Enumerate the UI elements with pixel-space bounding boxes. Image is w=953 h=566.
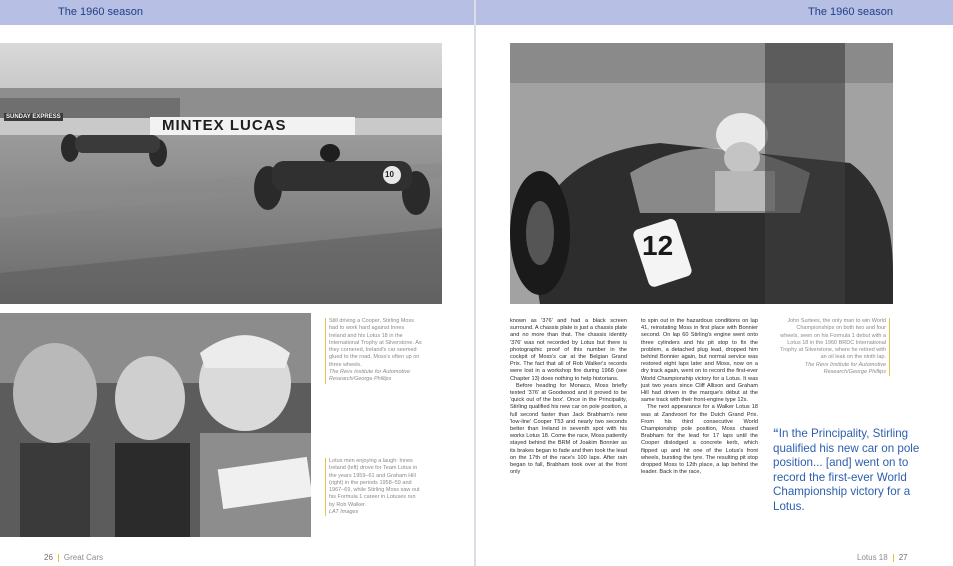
right-header-title: The 1960 season [807, 6, 893, 18]
car-number-10: 10 [385, 170, 394, 179]
left-page-number: 26 [44, 553, 53, 562]
lotus-drivers-photo [0, 313, 311, 537]
left-folio [44, 553, 103, 562]
caption-surtees-credit: The Revs Institute for Automotive Research/George Phillips [804, 361, 886, 376]
body-col2-para-2: The next appearance for a Walker Lotus 18 was at Zandvoort for the Dutch Grand Prix. From his third consecutive World Championship pole position, Moss chased Brabham for the lead for 17 laps until the Cooper dislodged a concrete kerb, which flipped up and hit one of the Lotus's front wheels, bursting the tyre. The resulting pit stop dropped Moss to 12th place, a lap behind the leader. Back in the race, [641, 404, 758, 476]
body-col1-para-2: Before heading for Monaco, Moss briefly tested '376' at Goodwood and it proved to be 'quick out of the box'. Once in the Principality, Stirling qualified his new car on pole position, a full second faster than Jack Brabham's new 'low-line' Cooper T53 and nearly two seconds better than Ireland in seventh spot with his works Lotus 18. Come the race, Moss patiently stayed behind the BRM of Joakim Bonnier as its brakes began to fade and then took the lead on the 17th of the race's 100 laps. After rain began to fall, Brabham took over at the front only [510, 382, 627, 476]
body-col1-para-1: known as '376' and had a black screen surround. A chassis plate is just a chassis plate and no more than that. The chassis identity '376' was not recorded by Lotus but there is photographic proof of this number in the cockpit of Moss's car at the Belgian Grand Prix. The fact that all of Rob Walker's records were lost in a workshop fire during 1968 (see Chapter 13) does nothing to help historians. [510, 318, 627, 382]
silverstone-race-photo [0, 43, 442, 304]
left-running-header [0, 0, 474, 25]
left-folio-rule [58, 554, 59, 562]
pull-quote-text: In the Principality, Stirling qualified his new car on pole position... [and] went on to record the first-ever World Championship victory for a Lotus. [773, 427, 920, 513]
car-number-12: 12 [642, 230, 674, 261]
body-col2-para-1: to spin out in the hazardous conditions on lap 41, reinstating Moss in first place with Bonnier second. On lap 60 Stirling's engine went onto three cylinders and his pit stop to fix the problem, a detached plug lead, dropped him behind Bonnier again, but normal service was restored eight laps later and Moss, now on a dry track again, went on to record the first-ever World Championship victory for a Lotus. It was just two years since Cliff Allison and Graham Hill had driven in the marque's début at the same track with their front-engine type 12s. [641, 318, 758, 404]
left-book-title: Great Cars [63, 553, 104, 562]
page-gutter [474, 0, 476, 566]
caption-lotus-men-text: Lotus men enjoying a laugh: Innes Ireland (left) drove for Team Lotus in the years 1959–61 and Graham Hill (right) in the periods 1958–59 and 1967–69, while Stirling Moss saw out his Formula 1 career in Lotuses run by Rob Walker. [329, 458, 420, 508]
surtees-cockpit-photo [510, 43, 893, 304]
caption-silverstone-credit: The Revs Institute for Automotive Research/George Phillips [329, 369, 411, 383]
right-running-header [476, 0, 953, 25]
caption-silverstone-text: Still driving a Cooper, Stirling Moss had to work hard against Innes Ireland and his Lotus 18 in the International Trophy at Silverstone. As they cornered, Ireland's car seemed glued to the road, Moss's often up on three wheels. [329, 318, 422, 368]
right-book-title: Lotus 18 [857, 553, 888, 562]
caption-silverstone [325, 318, 422, 384]
body-column-1 [510, 318, 627, 476]
caption-lotus-men-credit: LAT Images [329, 509, 359, 516]
pull-quote-open-mark: “ [773, 427, 779, 440]
left-header-title: The 1960 season [58, 6, 144, 18]
right-page-number: 27 [898, 553, 908, 562]
body-column-2 [641, 318, 758, 476]
caption-surtees [780, 318, 890, 376]
right-folio [857, 553, 908, 562]
caption-lotus-men [325, 458, 422, 516]
pull-quote [773, 427, 923, 514]
track-sign-text: SUNDAY EXPRESS [6, 114, 61, 120]
caption-surtees-text: John Surtees, the only man to win World Championships on both two and four wheels, seen on his Formula 1 debut with a Lotus 18 in the 1960 BRDC International Trophy at Silverstone, where he retired with an oil leak on the ninth lap. [780, 318, 886, 361]
track-banner-text: MINTEX LUCAS [162, 117, 287, 134]
right-folio-rule [893, 554, 894, 562]
